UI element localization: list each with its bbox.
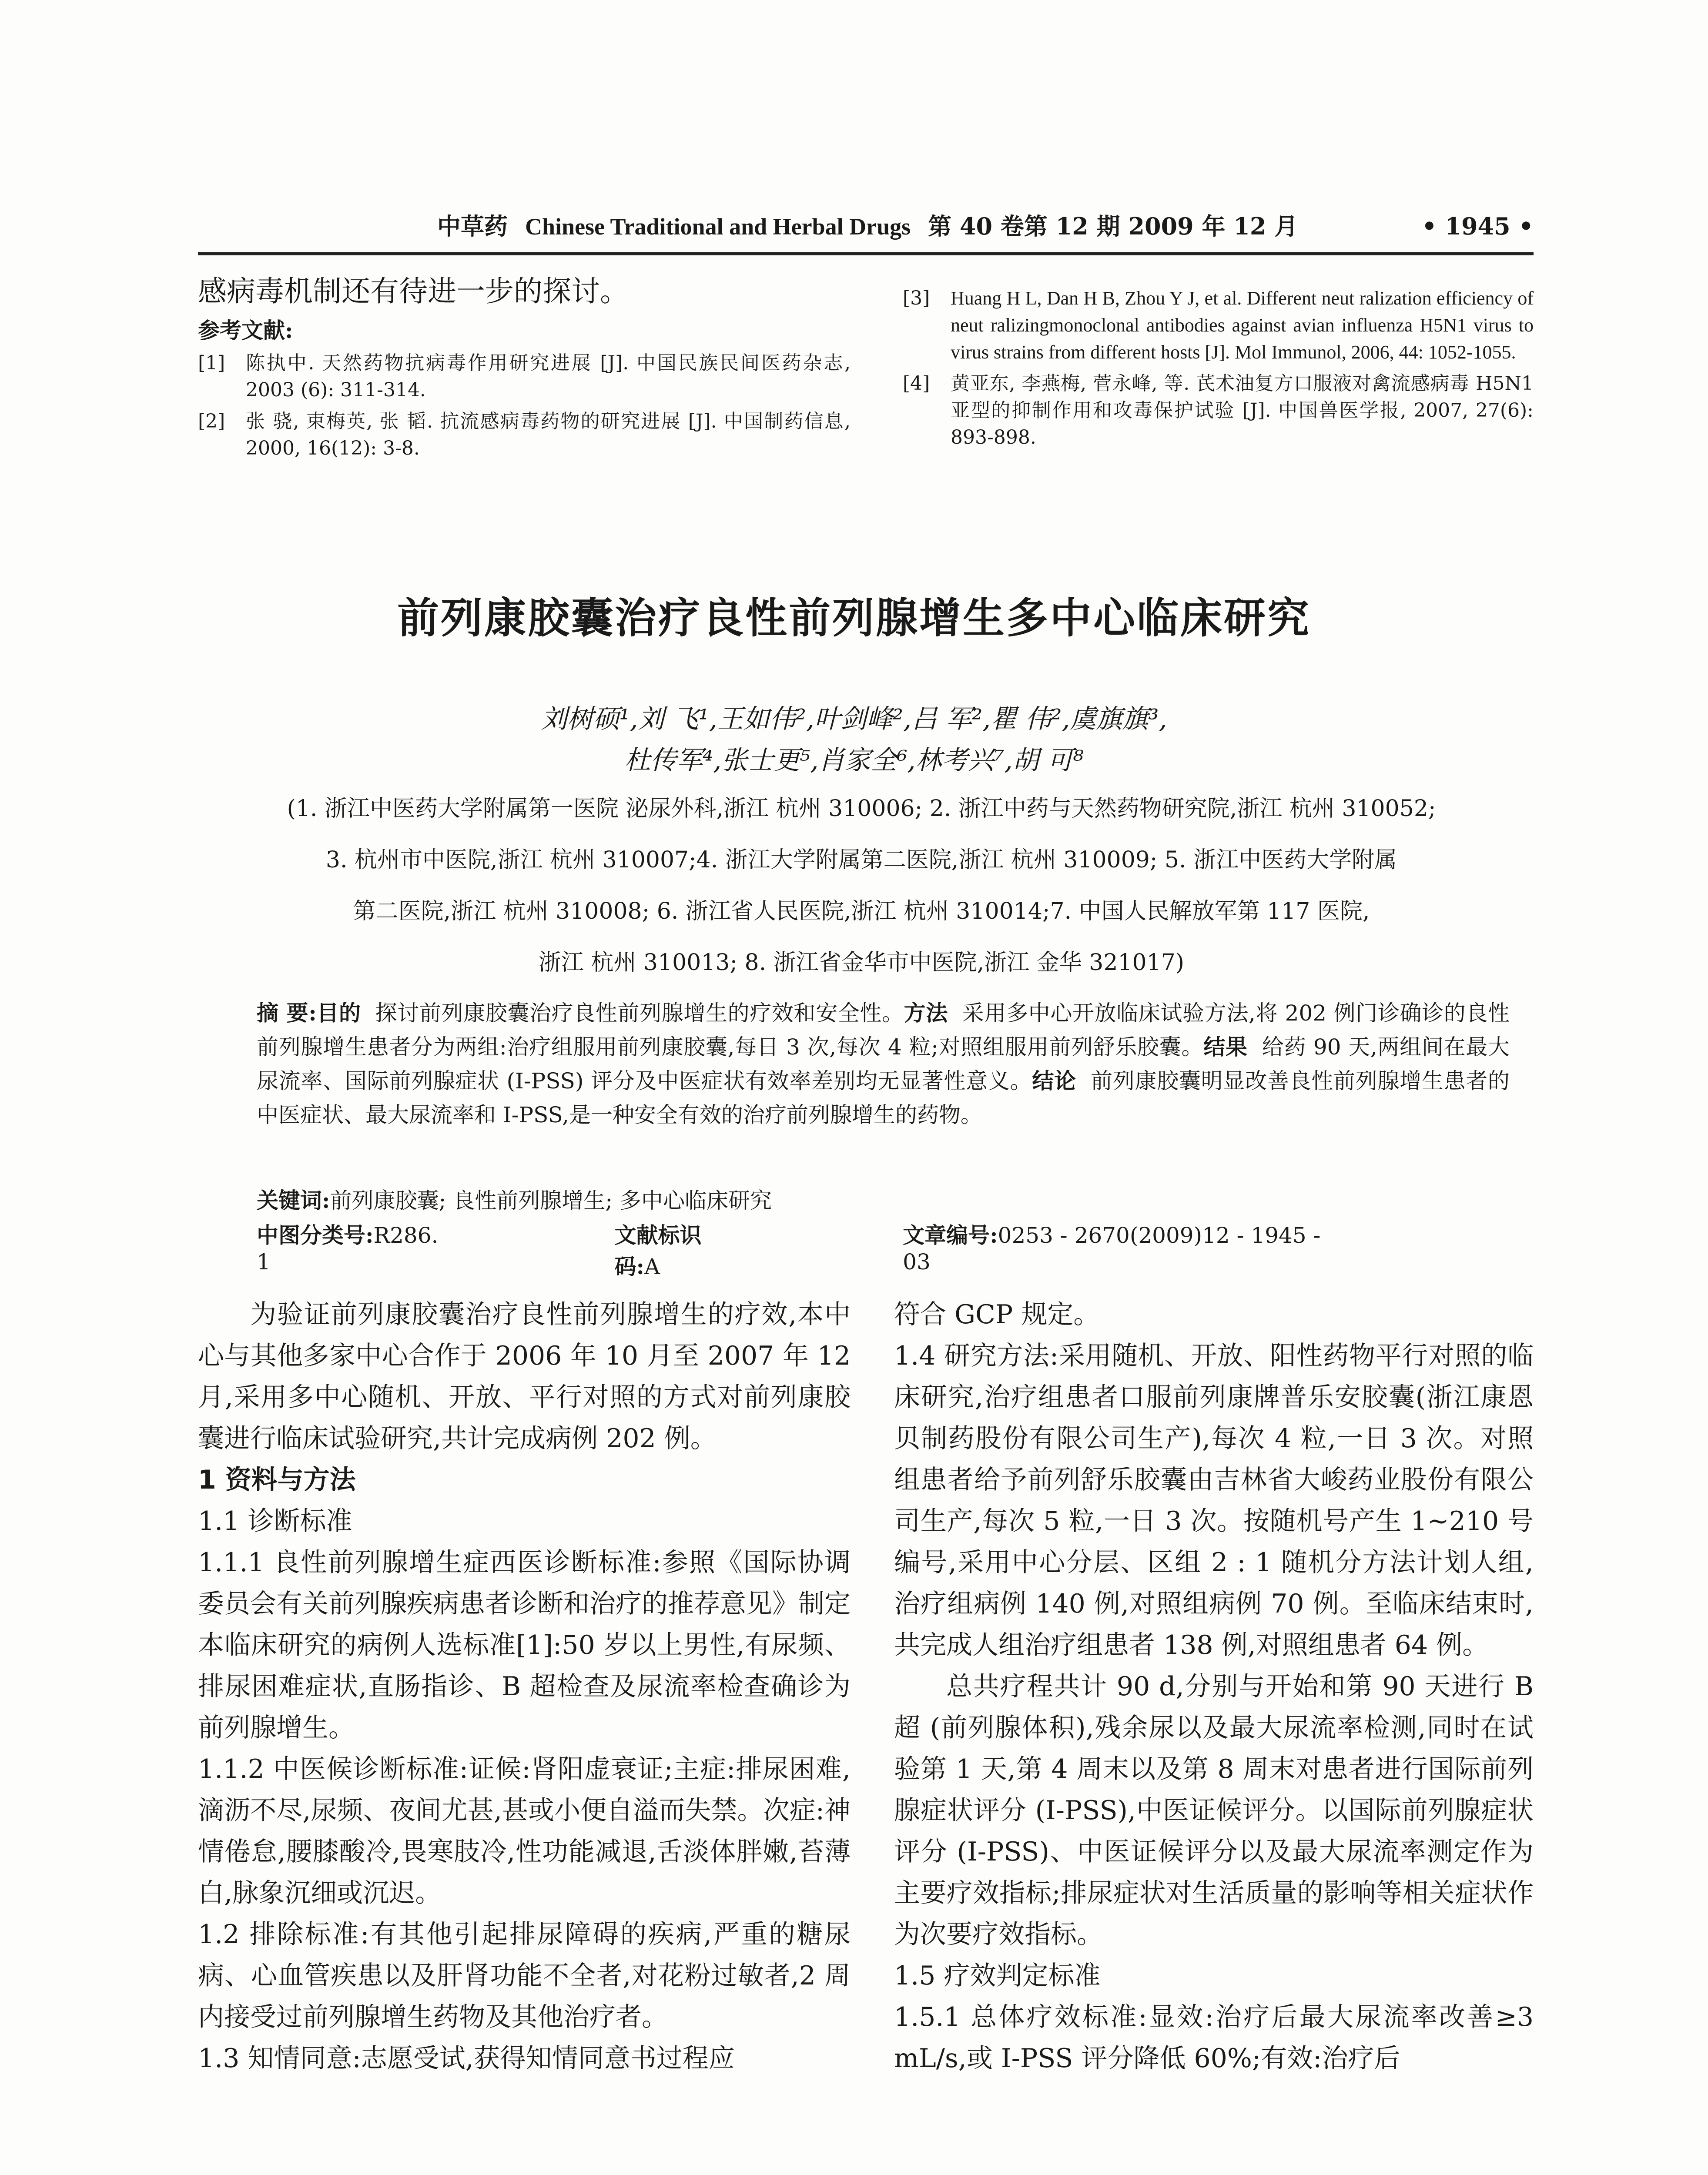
journal-en: Chinese Traditional and Herbal Drugs [525, 214, 911, 240]
continuation-text: 感病毒机制还有待进一步的探讨。 [198, 274, 629, 308]
result-label: 结果 [1203, 1034, 1248, 1060]
subsection-heading: 1.5 疗效判定标准 [894, 1961, 1101, 1991]
section-heading: 1 资料与方法 [198, 1465, 356, 1495]
paragraph: 符合 GCP 规定。 [894, 1299, 1100, 1330]
authors-line: 刘树硕¹,刘 飞¹,王如伟²,叶剑峰²,吕 军²,瞿 伟²,虞旗旗³, [541, 704, 1167, 734]
prev-article-left [198, 270, 851, 466]
keywords [257, 1183, 772, 1215]
abstract-conclusion: 前列康胶囊明显改善良性前列腺增生患者的中医症状、最大尿流率和 I-PSS,是一种安全有效的治疗前列腺增生的药物。 [257, 1068, 1510, 1128]
paragraph: 1.2 排除标准:有其他引起排尿障碍的疾病,严重的糖尿病、心血管疾患以及肝肾功能不全者,对花粉过敏者,2 周内接受过前列腺增生药物及其他治疗者。 [198, 1919, 851, 2032]
prev-article-right [903, 285, 1534, 455]
affiliation-line: 浙江 杭州 310013; 8. 浙江省金华市中医院,浙江 金华 321017) [538, 950, 1185, 976]
page-number: • 1945 • [1422, 212, 1534, 240]
class-number: R286. 1 [257, 1223, 439, 1275]
reference-item: [2] 张 骁, 束梅英, 张 韬. 抗流感病毒药物的研究进展 [J]. 中国制药信息, 2000, 16(12): 3-8. [198, 410, 851, 459]
paragraph: 总共疗程共计 90 d,分别与开始和第 90 天进行 B 超 (前列腺体积),残余尿以及最大尿流率检测,同时在试验第 1 天,第 4 周末以及第 8 周末对患者进行国际前列腺症状评分 (I-PSS),中医证候评分。以国际前列腺症状评分 (I-PSS)、中医证候评分以及最大尿流率测定作为主要疗效指标;排尿症状对生活质量的影响等相关症状作为次要疗效指标。 [894, 1671, 1534, 1950]
reference-item: [1] 陈执中. 天然药物抗病毒作用研究进展 [J]. 中国民族民间医药杂志, 2003 (6): 311-314. [198, 352, 851, 401]
method-label: 方法 [904, 1000, 948, 1026]
keywords-label: 关键词: [257, 1188, 330, 1213]
reference-item: [3] Huang H L, Dan H B, Zhou Y J, et al. Different neut ralization efficiency of neut ralizingmonoclonal antibodies against avian influenza H5N1 virus to virus strains from different hosts [J]. Mol Immunol, 2006, 44: 1052-1055. [903, 287, 1534, 363]
authors-line: 杜传军⁴,张士更⁵,肖家全⁶,林考兴⁷,胡 可⁸ [624, 745, 1084, 776]
affiliation-line: 第二医院,浙江 杭州 310008; 6. 浙江省人民医院,浙江 杭州 310014;7. 中国人民解放军第 117 医院, [353, 898, 1370, 924]
issue-info: 第 40 卷第 12 期 2009 年 12 月 [928, 212, 1298, 240]
affiliations [183, 783, 1540, 988]
document-code: A [644, 1254, 660, 1279]
intro-paragraph: 为验证前列康胶囊治疗良性前列腺增生的疗效,本中心与其他多家中心合作于 2006 年 10 月至 2007 年 12 月,采用多中心随机、开放、平行对照的方式对前列康胶囊进行临床试验研究,共计完成病例 202 例。 [198, 1299, 851, 1454]
body-column-right [894, 1294, 1534, 2079]
reference-item: [4] 黄亚东, 李燕梅, 菅永峰, 等. 芪术油复方口服液对禽流感病毒 H5N1 亚型的抑制作用和攻毒保护试验 [J]. 中国兽医学报, 2007, 27(6): 893-898. [903, 372, 1534, 448]
affiliation-line: (1. 浙江中医药大学附属第一医院 泌尿外科,浙江 杭州 310006; 2. 浙江中药与天然药物研究院,浙江 杭州 310052; [287, 796, 1436, 822]
article-title: 前列康胶囊治疗良性前列腺增生多中心临床研究 [397, 594, 1311, 642]
affiliation-line: 3. 杭州市中医院,浙江 杭州 310007;4. 浙江大学附属第二医院,浙江 杭州 310009; 5. 浙江中医药大学附属 [325, 847, 1397, 873]
subsection-heading: 1.1 诊断标准 [198, 1506, 352, 1536]
paragraph: 1.1.1 良性前列腺增生症西医诊断标准:参照《国际协调委员会有关前列腺疾病患者诊断和治疗的推荐意见》制定本临床研究的病例人选标准[1]:50 岁以上男性,有尿频、排尿困难症状,直肠指诊、B 超检查及尿流率检查确诊为前列腺增生。 [198, 1547, 851, 1743]
journal-cn: 中草药 [437, 212, 508, 240]
abstract-result: 给药 90 天,两组间在最大尿流率、国际前列腺症状 (I-PSS) 评分及中医症状有效率差别均无显著性意义。 [257, 1034, 1510, 1094]
conclusion-label: 结论 [1032, 1068, 1076, 1094]
paragraph: 1.5.1 总体疗效标准:显效:治疗后最大尿流率改善≥3 mL/s,或 I-PSS 评分降低 60%;有效:治疗后 [894, 2002, 1534, 2074]
keywords-value: 前列康胶囊; 良性前列腺增生; 多中心临床研究 [330, 1188, 772, 1213]
paragraph: 1.4 研究方法:采用随机、开放、阳性药物平行对照的临床研究,治疗组患者口服前列康牌普乐安胶囊(浙江康恩贝制药股份有限公司生产),每次 4 粒,一日 3 次。对照组患者给予前列舒乐胶囊由吉林省大峻药业股份有限公司生产,每次 5 粒,一日 3 次。按随机号产生 1~210 号编号,采用中心分层、区组 2 : 1 随机分方法计划人组,治疗组病例 140 例,对照组病例 70 例。至临床结束时,共完成人组治疗组患者 138 例,对照组患者 64 例。 [894, 1341, 1534, 1660]
body-column-left [198, 1294, 851, 2079]
abstract-objective: 探讨前列康胶囊治疗良性前列腺增生的疗效和安全性。 [375, 1000, 904, 1026]
article-number: 0253 - 2670(2009)12 - 1945 - 03 [903, 1223, 1321, 1275]
abstract-label: 摘 要:目的 [257, 1000, 361, 1026]
references-heading: 参考文献: [198, 318, 293, 343]
abstract [257, 996, 1510, 1132]
paragraph: 1.1.2 中医候诊断标准:证候:肾阳虚衰证;主症:排尿困难,滴沥不尽,尿频、夜间尤甚,甚或小便自溢而失禁。次症:神情倦怠,腰膝酸冷,畏寒肢冷,性功能减退,舌淡体胖嫩,苔薄白,脉象沉细或沉迟。 [198, 1754, 851, 1908]
paragraph: 1.3 知情同意:志愿受试,获得知情同意书过程应 [198, 2043, 735, 2074]
running-header [437, 208, 1534, 241]
abstract-method: 采用多中心开放临床试验方法,将 202 例门诊确诊的良性前列腺增生患者分为两组:治疗组服用前列康胶囊,每日 3 次,每次 4 粒;对照组服用前列舒乐胶囊。 [257, 1000, 1510, 1060]
classification: 中图分类号:R286. 1 文献标识码:A 文章编号:0253 - 2670(2009)12 - 1945 - 03 [257, 1222, 1321, 1279]
header-rule [198, 252, 1534, 255]
